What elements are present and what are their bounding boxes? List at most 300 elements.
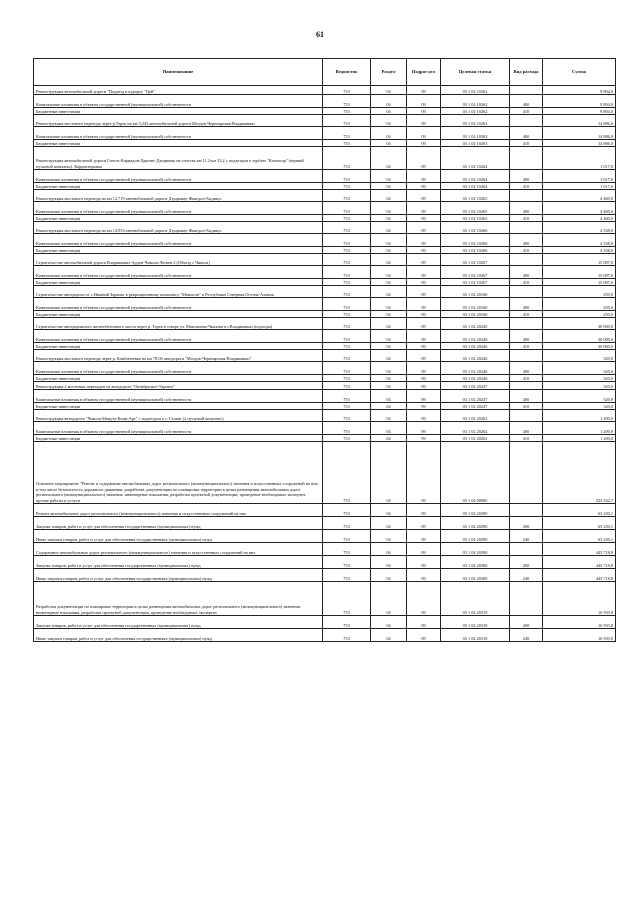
cell-vedomstvo: 753	[323, 375, 371, 382]
cell-vid-rashoda: 400	[510, 390, 543, 403]
cell-vid-rashoda	[510, 190, 543, 202]
cell-vid-rashoda: 400	[510, 95, 543, 108]
cell-vedomstvo: 753	[323, 170, 371, 183]
cell-summa: 16 593,8	[543, 582, 616, 616]
cell-razdel: 04	[371, 279, 407, 286]
cell-summa: 250,0	[543, 298, 616, 311]
cell-vid-rashoda: 240	[510, 569, 543, 582]
cell-podrazdel: 09	[407, 330, 441, 343]
cell-vid-rashoda	[510, 442, 543, 504]
table-row	[34, 530, 616, 543]
cell-razdel: 04	[371, 215, 407, 222]
cell-vid-rashoda	[510, 350, 543, 362]
cell-vid-rashoda	[510, 504, 543, 517]
header-name: Наименование	[34, 59, 323, 86]
table-row	[34, 350, 616, 362]
cell-celevaya-statya: 03 1 02 10265	[441, 190, 510, 202]
cell-podrazdel: 09	[407, 108, 441, 115]
cell-summa: 63 230,1	[543, 504, 616, 517]
cell-podrazdel: 09	[407, 530, 441, 543]
cell-summa: 1 200,0	[543, 422, 616, 435]
table-header-row	[34, 59, 616, 86]
cell-vid-rashoda: 410	[510, 375, 543, 382]
cell-razdel: 04	[371, 382, 407, 390]
cell-podrazdel: 09	[407, 247, 441, 254]
table-row	[34, 222, 616, 234]
cell-celevaya-statya: 03 1 04 20310	[441, 629, 510, 642]
cell-celevaya-statya: 03 1 02 10263	[441, 140, 510, 147]
cell-vid-rashoda: 410	[510, 343, 543, 350]
cell-vedomstvo: 753	[323, 127, 371, 140]
cell-vedomstvo: 753	[323, 266, 371, 279]
cell-razdel: 04	[371, 183, 407, 190]
cell-summa: 443 718,8	[543, 543, 616, 556]
cell-podrazdel: 09	[407, 190, 441, 202]
cell-vid-rashoda: 200	[510, 556, 543, 569]
cell-vid-rashoda: 410	[510, 311, 543, 318]
cell-name: Бюджетные инвестиции	[34, 375, 323, 382]
cell-summa: 9 894,0	[543, 86, 616, 95]
cell-summa: 443 718,8	[543, 569, 616, 582]
cell-celevaya-statya: 03 1 02 20160	[441, 311, 510, 318]
cell-celevaya-statya: 03 1 02 20240	[441, 343, 510, 350]
cell-podrazdel: 09	[407, 390, 441, 403]
table-row	[34, 86, 616, 95]
table-row	[34, 286, 616, 298]
cell-summa: 4 338,0	[543, 247, 616, 254]
header-vid-rashoda: Вид расхода	[510, 59, 543, 86]
cell-razdel: 04	[371, 403, 407, 410]
cell-vid-rashoda: 400	[510, 127, 543, 140]
cell-vid-rashoda: 400	[510, 170, 543, 183]
cell-vedomstvo: 753	[323, 215, 371, 222]
cell-name: Разработка документации по планировке территории в целях размещения автомобильных дорог регионального (межмуниципального) значения, инженерные изыскания, разработка проектной документации, проведение необходимых экспертиз	[34, 582, 323, 616]
cell-name: Бюджетные инвестиции	[34, 435, 323, 442]
table-row	[34, 517, 616, 530]
cell-vedomstvo: 753	[323, 504, 371, 517]
cell-vid-rashoda	[510, 115, 543, 127]
cell-razdel: 04	[371, 95, 407, 108]
cell-razdel: 04	[371, 569, 407, 582]
budget-table	[33, 58, 616, 642]
cell-name: Строительство автомобильной дороги Владикавказ-Ардон-Чикола-Лескен 2 (Объезд с.Чикола)	[34, 254, 323, 266]
cell-summa: 4 338,0	[543, 234, 616, 247]
cell-vedomstvo: 753	[323, 569, 371, 582]
cell-vedomstvo: 753	[323, 147, 371, 170]
cell-razdel: 04	[371, 616, 407, 629]
cell-razdel: 04	[371, 435, 407, 442]
cell-name: Бюджетные инвестиции	[34, 403, 323, 410]
cell-podrazdel: 09	[407, 254, 441, 266]
cell-vid-rashoda	[510, 543, 543, 556]
cell-name: Иные закупки товаров, работ и услуг для обеспечения государственных (муниципальных) нужд	[34, 629, 323, 642]
cell-name: Бюджетные инвестиции	[34, 215, 323, 222]
table-row	[34, 108, 616, 115]
cell-podrazdel: 09	[407, 362, 441, 375]
cell-name: Бюджетные инвестиции	[34, 311, 323, 318]
cell-vid-rashoda: 200	[510, 517, 543, 530]
table-row	[34, 362, 616, 375]
cell-podrazdel: 09	[407, 375, 441, 382]
cell-summa: 9 894,0	[543, 108, 616, 115]
cell-vid-rashoda: 400	[510, 330, 543, 343]
cell-summa: 443 718,8	[543, 556, 616, 569]
cell-name: Капитальные вложения в объекты государственной (муниципальной) собственности	[34, 298, 323, 311]
cell-celevaya-statya: 03 1 02 20246	[441, 375, 510, 382]
cell-razdel: 04	[371, 504, 407, 517]
table-row	[34, 629, 616, 642]
cell-name: Бюджетные инвестиции	[34, 140, 323, 147]
cell-vedomstvo: 753	[323, 616, 371, 629]
cell-vedomstvo: 753	[323, 435, 371, 442]
cell-summa: 15 087,0	[543, 266, 616, 279]
cell-vid-rashoda: 400	[510, 362, 543, 375]
cell-name: Закупка товаров, работ и услуг для обеспечения государственных (муниципальных) нужд	[34, 556, 323, 569]
cell-podrazdel: 09	[407, 140, 441, 147]
table-row	[34, 390, 616, 403]
cell-name: Строительство автодорожного железобетонного моста через р. Терек в створе ул. Максимова-Чкалова в г.Владикавказ (подходы)	[34, 318, 323, 330]
table-row	[34, 569, 616, 582]
cell-celevaya-statya: 03 1 04 20300	[441, 569, 510, 582]
cell-name: Иные закупки товаров, работ и услуг для обеспечения государственных (муниципальных) нужд	[34, 530, 323, 543]
cell-celevaya-statya: 03 1 02 10266	[441, 247, 510, 254]
cell-celevaya-statya: 03 1 04 20290	[441, 517, 510, 530]
cell-vedomstvo: 753	[323, 556, 371, 569]
cell-podrazdel: 09	[407, 279, 441, 286]
cell-podrazdel: 09	[407, 410, 441, 422]
cell-razdel: 04	[371, 140, 407, 147]
cell-celevaya-statya: 03 1 02 10262	[441, 86, 510, 95]
cell-name: Бюджетные инвестиции	[34, 183, 323, 190]
cell-summa: 320,0	[543, 375, 616, 382]
cell-celevaya-statya: 03 1 04 20300	[441, 543, 510, 556]
cell-razdel: 04	[371, 422, 407, 435]
table-row	[34, 147, 616, 170]
cell-vedomstvo: 753	[323, 403, 371, 410]
cell-name: Капитальные вложения в объекты государственной (муниципальной) собственности	[34, 202, 323, 215]
cell-summa: 30 000,0	[543, 343, 616, 350]
cell-vedomstvo: 753	[323, 382, 371, 390]
table-row	[34, 190, 616, 202]
cell-vedomstvo: 753	[323, 390, 371, 403]
cell-razdel: 04	[371, 390, 407, 403]
cell-razdel: 04	[371, 410, 407, 422]
cell-razdel: 04	[371, 234, 407, 247]
cell-razdel: 04	[371, 517, 407, 530]
table-row	[34, 234, 616, 247]
table-row	[34, 127, 616, 140]
cell-celevaya-statya: 03 1 02 10267	[441, 254, 510, 266]
cell-vid-rashoda: 410	[510, 108, 543, 115]
cell-summa: 9 894,0	[543, 95, 616, 108]
cell-name: Бюджетные инвестиции	[34, 279, 323, 286]
cell-vedomstvo: 753	[323, 279, 371, 286]
cell-name: Реконструкция мостового перехода на км 12,719 автомобильной дороги Дзуарикау-Фиагдон-Хидикус	[34, 190, 323, 202]
cell-podrazdel: 09	[407, 442, 441, 504]
cell-vedomstvo: 753	[323, 543, 371, 556]
cell-summa: 14 886,0	[543, 115, 616, 127]
table-body	[34, 86, 616, 642]
table-row	[34, 410, 616, 422]
cell-name: Основное мероприятие "Ремонт и содержание автомобильных дорог регионального (межмуниципального) значения и искусственных сооружений на них, в том числе безопасность дорожного движения, разработка документации по планировке территории в целях размещения автомобильных дорог регионального (межмуниципального) значения, инженерные изыскания, разработка проектной документации, проведение необходимых экспертиз, прочие работы и услуги	[34, 442, 323, 504]
table-row	[34, 343, 616, 350]
cell-vedomstvo: 753	[323, 108, 371, 115]
cell-celevaya-statya: 03 1 02 20262	[441, 410, 510, 422]
cell-podrazdel: 09	[407, 127, 441, 140]
cell-vedomstvo: 753	[323, 422, 371, 435]
header-summa: Сумма	[543, 59, 616, 86]
cell-razdel: 04	[371, 582, 407, 616]
cell-name: Строительство автодороги от с.Нижний Зарамаг к рекреационному комплексу "Мамисон" в Республике Северная Осетия-Алания	[34, 286, 323, 298]
cell-razdel: 04	[371, 266, 407, 279]
cell-name: Реконструкция мостового перехода через р. Камбилеевка на км 78.06 автодороги "Моздок-Черноярская-Владикавказ"	[34, 350, 323, 362]
cell-razdel: 04	[371, 629, 407, 642]
cell-summa: 4 460,0	[543, 190, 616, 202]
table-row	[34, 311, 616, 318]
cell-celevaya-statya: 03 1 02 10262	[441, 95, 510, 108]
cell-summa: 1 017,0	[543, 147, 616, 170]
cell-razdel: 04	[371, 298, 407, 311]
cell-podrazdel: 09	[407, 517, 441, 530]
cell-summa: 30 000,0	[543, 318, 616, 330]
table-row	[34, 375, 616, 382]
cell-celevaya-statya: 03 1 04 20300	[441, 556, 510, 569]
cell-podrazdel: 09	[407, 318, 441, 330]
cell-podrazdel: 09	[407, 170, 441, 183]
cell-name: Реконструкция мостового перехода через р.Терек на км 3,243 автомобильной дороги Моздок-Черноярская-Владикавказ	[34, 115, 323, 127]
cell-razdel: 04	[371, 115, 407, 127]
cell-podrazdel: 09	[407, 435, 441, 442]
cell-vid-rashoda: 200	[510, 616, 543, 629]
cell-podrazdel: 09	[407, 202, 441, 215]
cell-podrazdel: 09	[407, 343, 441, 350]
cell-name: Капитальные вложения в объекты государственной (муниципальной) собственности	[34, 390, 323, 403]
cell-vedomstvo: 753	[323, 222, 371, 234]
cell-summa: 1 200,0	[543, 435, 616, 442]
cell-razdel: 04	[371, 530, 407, 543]
cell-podrazdel: 09	[407, 382, 441, 390]
cell-razdel: 04	[371, 254, 407, 266]
cell-vedomstvo: 753	[323, 140, 371, 147]
cell-celevaya-statya: 03 1 02 10265	[441, 215, 510, 222]
cell-razdel: 04	[371, 362, 407, 375]
cell-vedomstvo: 753	[323, 343, 371, 350]
cell-vid-rashoda: 400	[510, 298, 543, 311]
cell-vid-rashoda	[510, 410, 543, 422]
table-row	[34, 202, 616, 215]
table-row	[34, 556, 616, 569]
cell-vedomstvo: 753	[323, 629, 371, 642]
cell-razdel: 04	[371, 343, 407, 350]
cell-name: Капитальные вложения в объекты государственной (муниципальной) собственности	[34, 234, 323, 247]
cell-razdel: 04	[371, 350, 407, 362]
cell-vid-rashoda: 400	[510, 422, 543, 435]
cell-name: Бюджетные инвестиции	[34, 343, 323, 350]
cell-summa: 320,0	[543, 382, 616, 390]
cell-razdel: 04	[371, 170, 407, 183]
cell-name: Реконструкция автодороги "Чикола-Мацута-Коми-Арт" с подъездом к с. Галиат (2 пусковой комплекс)	[34, 410, 323, 422]
cell-razdel: 04	[371, 286, 407, 298]
cell-vedomstvo: 753	[323, 286, 371, 298]
cell-vedomstvo: 753	[323, 298, 371, 311]
cell-name: Капитальные вложения в объекты государственной (муниципальной) собственности	[34, 170, 323, 183]
cell-name: Реконструкция автомобильной дороги Гизель-Кармадон-Даргавс-Дзуарикау на участке км 11,2-км 33,2 с подъездом к турбазе "Кахтисар" (первый пусковой комплекс). Корректировка	[34, 147, 323, 170]
cell-summa: 1 200,0	[543, 410, 616, 422]
cell-vedomstvo: 753	[323, 530, 371, 543]
cell-name: Реконструкция автомобильной дороги "Подъезд к курорту "Цей"	[34, 86, 323, 95]
cell-celevaya-statya: 03 1 02 10267	[441, 279, 510, 286]
cell-podrazdel: 09	[407, 422, 441, 435]
cell-vedomstvo: 753	[323, 234, 371, 247]
cell-vid-rashoda: 410	[510, 279, 543, 286]
table-row	[34, 504, 616, 517]
cell-name: Капитальные вложения в объекты государственной (муниципальной) собственности	[34, 127, 323, 140]
cell-vid-rashoda	[510, 254, 543, 266]
cell-razdel: 04	[371, 147, 407, 170]
cell-podrazdel: 09	[407, 86, 441, 95]
cell-summa: 320,0	[543, 403, 616, 410]
cell-vedomstvo: 753	[323, 350, 371, 362]
cell-razdel: 04	[371, 543, 407, 556]
table-row	[34, 215, 616, 222]
cell-vedomstvo: 753	[323, 183, 371, 190]
cell-razdel: 04	[371, 556, 407, 569]
cell-podrazdel: 09	[407, 543, 441, 556]
cell-summa: 523 542,7	[543, 442, 616, 504]
cell-podrazdel: 09	[407, 298, 441, 311]
cell-summa: 250,0	[543, 286, 616, 298]
table-row	[34, 442, 616, 504]
cell-vedomstvo: 753	[323, 517, 371, 530]
cell-podrazdel: 09	[407, 234, 441, 247]
cell-vid-rashoda: 400	[510, 266, 543, 279]
cell-razdel: 04	[371, 318, 407, 330]
cell-celevaya-statya: 03 1 02 10264	[441, 147, 510, 170]
cell-summa: 1 017,0	[543, 183, 616, 190]
cell-vid-rashoda	[510, 582, 543, 616]
cell-summa: 250,0	[543, 311, 616, 318]
cell-vedomstvo: 753	[323, 362, 371, 375]
cell-name: Капитальные вложения в объекты государственной (муниципальной) собственности	[34, 422, 323, 435]
cell-celevaya-statya: 03 1 02 20246	[441, 350, 510, 362]
cell-razdel: 04	[371, 222, 407, 234]
cell-summa: 4 460,0	[543, 215, 616, 222]
cell-podrazdel: 09	[407, 569, 441, 582]
cell-name: Закупка товаров, работ и услуг для обеспечения государственных (муниципальных) нужд	[34, 616, 323, 629]
table-row	[34, 115, 616, 127]
cell-podrazdel: 09	[407, 266, 441, 279]
cell-vid-rashoda: 400	[510, 202, 543, 215]
cell-celevaya-statya: 03 1 04 20310	[441, 616, 510, 629]
header-podrazdel: Подраз-дел	[407, 59, 441, 86]
header-razdel: Раздел	[371, 59, 407, 86]
cell-razdel: 04	[371, 375, 407, 382]
cell-vid-rashoda: 410	[510, 183, 543, 190]
table-row	[34, 616, 616, 629]
cell-podrazdel: 09	[407, 504, 441, 517]
cell-podrazdel: 09	[407, 286, 441, 298]
cell-name: Ремонт автомобильных дорог регионального (межмуниципального) значения и искусственных сооружений на них	[34, 504, 323, 517]
cell-vedomstvo: 753	[323, 311, 371, 318]
cell-vid-rashoda	[510, 86, 543, 95]
cell-celevaya-statya: 03 1 02 20160	[441, 286, 510, 298]
cell-celevaya-statya: 03 1 02 10264	[441, 183, 510, 190]
cell-podrazdel: 09	[407, 582, 441, 616]
cell-summa: 4 338,0	[543, 222, 616, 234]
cell-celevaya-statya: 03 1 02 20160	[441, 298, 510, 311]
table-row	[34, 170, 616, 183]
cell-vedomstvo: 753	[323, 202, 371, 215]
cell-razdel: 04	[371, 442, 407, 504]
cell-vid-rashoda	[510, 222, 543, 234]
cell-podrazdel: 09	[407, 629, 441, 642]
cell-vid-rashoda	[510, 286, 543, 298]
cell-vid-rashoda: 410	[510, 140, 543, 147]
cell-vid-rashoda: 410	[510, 215, 543, 222]
cell-summa: 1 017,0	[543, 170, 616, 183]
cell-celevaya-statya: 03 1 02 20262	[441, 422, 510, 435]
cell-summa: 15 087,0	[543, 279, 616, 286]
cell-name: Бюджетные инвестиции	[34, 247, 323, 254]
cell-name: Содержание автомобильных дорог регионального (межмуниципального) значения и искусственных сооружений на них	[34, 543, 323, 556]
table-row	[34, 183, 616, 190]
cell-celevaya-statya: 03 1 04 20290	[441, 530, 510, 543]
cell-podrazdel: 09	[407, 183, 441, 190]
cell-vedomstvo: 753	[323, 247, 371, 254]
table-row	[34, 95, 616, 108]
cell-celevaya-statya: 03 1 02 10262	[441, 108, 510, 115]
cell-name: Капитальные вложения в объекты государственной (муниципальной) собственности	[34, 362, 323, 375]
table-row	[34, 318, 616, 330]
cell-celevaya-statya: 03 1 02 20247	[441, 390, 510, 403]
table-row	[34, 298, 616, 311]
cell-celevaya-statya: 03 1 02 10266	[441, 234, 510, 247]
cell-celevaya-statya: 03 1 02 20247	[441, 382, 510, 390]
cell-vedomstvo: 753	[323, 115, 371, 127]
cell-celevaya-statya: 03 1 02 20246	[441, 362, 510, 375]
cell-podrazdel: 09	[407, 403, 441, 410]
cell-razdel: 04	[371, 202, 407, 215]
table-row	[34, 422, 616, 435]
cell-name: Реконструкция мостового перехода на км 14,953 автомобильной дороги Дзуарикау-Фиагдон-Хидикус	[34, 222, 323, 234]
cell-vedomstvo: 753	[323, 442, 371, 504]
cell-celevaya-statya: 03 1 04 00000	[441, 442, 510, 504]
cell-vedomstvo: 753	[323, 582, 371, 616]
cell-vedomstvo: 753	[323, 190, 371, 202]
cell-summa: 320,0	[543, 350, 616, 362]
cell-razdel: 04	[371, 108, 407, 115]
table-row	[34, 582, 616, 616]
cell-vedomstvo: 753	[323, 318, 371, 330]
cell-celevaya-statya: 03 1 02 20240	[441, 330, 510, 343]
cell-vid-rashoda: 410	[510, 435, 543, 442]
cell-vedomstvo: 753	[323, 254, 371, 266]
cell-razdel: 04	[371, 86, 407, 95]
table-row	[34, 330, 616, 343]
cell-summa: 16 593,8	[543, 616, 616, 629]
header-vedomstvo: Ведомство	[323, 59, 371, 86]
cell-razdel: 04	[371, 127, 407, 140]
cell-summa: 14 886,0	[543, 140, 616, 147]
cell-name: Капитальные вложения в объекты государственной (муниципальной) собственности	[34, 330, 323, 343]
cell-summa: 63 230,1	[543, 517, 616, 530]
cell-podrazdel: 09	[407, 556, 441, 569]
cell-summa: 63 230,1	[543, 530, 616, 543]
cell-vedomstvo: 753	[323, 330, 371, 343]
cell-podrazdel: 09	[407, 616, 441, 629]
cell-celevaya-statya: 03 1 04 20310	[441, 582, 510, 616]
cell-razdel: 04	[371, 190, 407, 202]
